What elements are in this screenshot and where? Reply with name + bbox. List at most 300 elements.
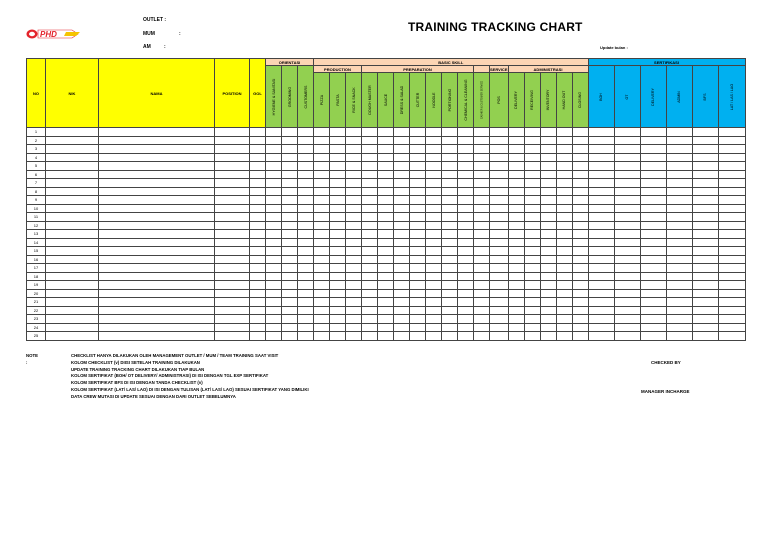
- table-cell[interactable]: [718, 323, 745, 332]
- table-cell[interactable]: [46, 255, 99, 264]
- table-cell[interactable]: [314, 221, 330, 230]
- table-cell[interactable]: [46, 230, 99, 239]
- table-cell[interactable]: [718, 221, 745, 230]
- table-cell[interactable]: [588, 204, 614, 213]
- table-cell[interactable]: [410, 213, 426, 222]
- table-cell[interactable]: [314, 298, 330, 307]
- table-cell[interactable]: [458, 281, 474, 290]
- table-cell[interactable]: [215, 153, 250, 162]
- table-cell[interactable]: [588, 230, 614, 239]
- table-cell[interactable]: [540, 255, 556, 264]
- table-cell[interactable]: [474, 332, 490, 341]
- table-cell[interactable]: [556, 213, 572, 222]
- table-cell[interactable]: [250, 128, 266, 137]
- table-cell[interactable]: [250, 289, 266, 298]
- table-cell[interactable]: [614, 332, 640, 341]
- table-cell[interactable]: [474, 306, 490, 315]
- table-cell[interactable]: [215, 221, 250, 230]
- table-cell[interactable]: [394, 230, 410, 239]
- table-cell[interactable]: [330, 255, 346, 264]
- table-cell[interactable]: [458, 162, 474, 171]
- table-cell[interactable]: [266, 204, 282, 213]
- table-cell[interactable]: [692, 238, 718, 247]
- table-cell[interactable]: [215, 204, 250, 213]
- table-cell[interactable]: [99, 272, 215, 281]
- table-cell[interactable]: [46, 332, 99, 341]
- table-cell[interactable]: [378, 298, 394, 307]
- table-cell[interactable]: [458, 170, 474, 179]
- table-cell[interactable]: [346, 264, 362, 273]
- table-cell[interactable]: [282, 213, 298, 222]
- table-cell[interactable]: [314, 247, 330, 256]
- table-cell[interactable]: [572, 306, 588, 315]
- table-cell[interactable]: [588, 247, 614, 256]
- table-cell[interactable]: [458, 332, 474, 341]
- table-cell[interactable]: [588, 264, 614, 273]
- table-cell[interactable]: [524, 153, 540, 162]
- table-cell[interactable]: [666, 247, 692, 256]
- table-cell[interactable]: [540, 187, 556, 196]
- table-cell[interactable]: [692, 306, 718, 315]
- table-cell[interactable]: [588, 289, 614, 298]
- table-cell[interactable]: [266, 213, 282, 222]
- table-cell[interactable]: [458, 247, 474, 256]
- table-cell[interactable]: [640, 230, 666, 239]
- table-cell[interactable]: [410, 196, 426, 205]
- table-cell[interactable]: [410, 204, 426, 213]
- table-cell[interactable]: [540, 238, 556, 247]
- table-cell[interactable]: [556, 179, 572, 188]
- table-cell[interactable]: [394, 247, 410, 256]
- table-cell[interactable]: [426, 196, 442, 205]
- table-cell[interactable]: [524, 264, 540, 273]
- table-cell[interactable]: [426, 238, 442, 247]
- table-cell[interactable]: [640, 196, 666, 205]
- table-cell[interactable]: [282, 196, 298, 205]
- table-cell[interactable]: [426, 298, 442, 307]
- table-cell[interactable]: [490, 213, 509, 222]
- table-cell[interactable]: [330, 323, 346, 332]
- table-cell[interactable]: [572, 145, 588, 154]
- table-cell[interactable]: [524, 196, 540, 205]
- table-cell[interactable]: [474, 145, 490, 154]
- table-cell[interactable]: [640, 315, 666, 324]
- table-cell[interactable]: [614, 247, 640, 256]
- table-cell[interactable]: [266, 170, 282, 179]
- table-cell[interactable]: [215, 136, 250, 145]
- table-cell[interactable]: [490, 289, 509, 298]
- table-cell[interactable]: [524, 238, 540, 247]
- table-cell[interactable]: [426, 247, 442, 256]
- table-cell[interactable]: [99, 323, 215, 332]
- table-cell[interactable]: [692, 145, 718, 154]
- table-cell[interactable]: [614, 298, 640, 307]
- table-cell[interactable]: [215, 255, 250, 264]
- table-cell[interactable]: [508, 281, 524, 290]
- table-cell[interactable]: [614, 306, 640, 315]
- table-cell[interactable]: [490, 162, 509, 171]
- table-cell[interactable]: [614, 281, 640, 290]
- table-cell[interactable]: [556, 128, 572, 137]
- table-cell[interactable]: [410, 264, 426, 273]
- table-cell[interactable]: [215, 179, 250, 188]
- table-cell[interactable]: [298, 238, 314, 247]
- table-cell[interactable]: [46, 179, 99, 188]
- table-cell[interactable]: [215, 315, 250, 324]
- table-cell[interactable]: [250, 332, 266, 341]
- table-cell[interactable]: [556, 247, 572, 256]
- table-cell[interactable]: [266, 332, 282, 341]
- table-cell[interactable]: [474, 298, 490, 307]
- table-cell[interactable]: [640, 162, 666, 171]
- table-cell[interactable]: [524, 179, 540, 188]
- table-cell[interactable]: [442, 306, 458, 315]
- table-cell[interactable]: [394, 196, 410, 205]
- table-cell[interactable]: [266, 306, 282, 315]
- table-cell[interactable]: [298, 145, 314, 154]
- table-cell[interactable]: [588, 196, 614, 205]
- table-cell[interactable]: [718, 204, 745, 213]
- table-cell[interactable]: [666, 230, 692, 239]
- table-cell[interactable]: [524, 221, 540, 230]
- table-cell[interactable]: [442, 153, 458, 162]
- table-cell[interactable]: [490, 145, 509, 154]
- table-cell[interactable]: [718, 306, 745, 315]
- table-cell[interactable]: [718, 153, 745, 162]
- table-cell[interactable]: [508, 272, 524, 281]
- table-cell[interactable]: [556, 204, 572, 213]
- table-cell[interactable]: [250, 272, 266, 281]
- table-cell[interactable]: [215, 247, 250, 256]
- table-cell[interactable]: [378, 281, 394, 290]
- table-cell[interactable]: [410, 145, 426, 154]
- table-cell[interactable]: [692, 179, 718, 188]
- table-cell[interactable]: [346, 255, 362, 264]
- table-cell[interactable]: [458, 221, 474, 230]
- table-cell[interactable]: [282, 238, 298, 247]
- table-cell[interactable]: [426, 281, 442, 290]
- table-cell[interactable]: [99, 204, 215, 213]
- table-cell[interactable]: [314, 196, 330, 205]
- table-cell[interactable]: [250, 170, 266, 179]
- table-cell[interactable]: [314, 230, 330, 239]
- table-cell[interactable]: [588, 213, 614, 222]
- table-cell[interactable]: [378, 238, 394, 247]
- table-cell[interactable]: [250, 153, 266, 162]
- table-cell[interactable]: [314, 332, 330, 341]
- table-cell[interactable]: [250, 306, 266, 315]
- table-cell[interactable]: [298, 136, 314, 145]
- table-cell[interactable]: [718, 162, 745, 171]
- table-cell[interactable]: [314, 136, 330, 145]
- table-cell[interactable]: [666, 153, 692, 162]
- table-cell[interactable]: [282, 162, 298, 171]
- table-cell[interactable]: [298, 221, 314, 230]
- table-cell[interactable]: [250, 281, 266, 290]
- table-cell[interactable]: [614, 289, 640, 298]
- table-cell[interactable]: [640, 221, 666, 230]
- table-cell[interactable]: [394, 289, 410, 298]
- table-cell[interactable]: [410, 136, 426, 145]
- table-cell[interactable]: [508, 162, 524, 171]
- table-cell[interactable]: [266, 272, 282, 281]
- table-cell[interactable]: [718, 298, 745, 307]
- table-cell[interactable]: [556, 187, 572, 196]
- table-cell[interactable]: [490, 298, 509, 307]
- table-cell[interactable]: [588, 179, 614, 188]
- table-cell[interactable]: [666, 162, 692, 171]
- table-cell[interactable]: [666, 281, 692, 290]
- table-cell[interactable]: [572, 315, 588, 324]
- table-cell[interactable]: [362, 238, 378, 247]
- table-cell[interactable]: [215, 187, 250, 196]
- table-cell[interactable]: [266, 247, 282, 256]
- table-cell[interactable]: [282, 315, 298, 324]
- table-cell[interactable]: [490, 315, 509, 324]
- table-cell[interactable]: [490, 255, 509, 264]
- table-cell[interactable]: [362, 264, 378, 273]
- table-cell[interactable]: [556, 306, 572, 315]
- table-cell[interactable]: [524, 145, 540, 154]
- table-cell[interactable]: [394, 179, 410, 188]
- table-cell[interactable]: [346, 170, 362, 179]
- table-cell[interactable]: [99, 162, 215, 171]
- table-cell[interactable]: [266, 196, 282, 205]
- table-cell[interactable]: [666, 179, 692, 188]
- table-cell[interactable]: [266, 281, 282, 290]
- table-cell[interactable]: [250, 315, 266, 324]
- table-cell[interactable]: [508, 204, 524, 213]
- table-cell[interactable]: [540, 230, 556, 239]
- table-cell[interactable]: [540, 306, 556, 315]
- table-cell[interactable]: [330, 247, 346, 256]
- table-cell[interactable]: [572, 272, 588, 281]
- table-cell[interactable]: [556, 264, 572, 273]
- table-cell[interactable]: [666, 238, 692, 247]
- table-cell[interactable]: [410, 247, 426, 256]
- table-cell[interactable]: [298, 272, 314, 281]
- table-cell[interactable]: [99, 128, 215, 137]
- table-cell[interactable]: [508, 179, 524, 188]
- table-cell[interactable]: [282, 323, 298, 332]
- table-cell[interactable]: [298, 230, 314, 239]
- table-cell[interactable]: [250, 136, 266, 145]
- table-cell[interactable]: [426, 323, 442, 332]
- table-cell[interactable]: [215, 162, 250, 171]
- table-cell[interactable]: [99, 179, 215, 188]
- table-cell[interactable]: [378, 136, 394, 145]
- table-cell[interactable]: [250, 162, 266, 171]
- table-cell[interactable]: [540, 128, 556, 137]
- table-cell[interactable]: [556, 323, 572, 332]
- table-cell[interactable]: [378, 255, 394, 264]
- table-cell[interactable]: [215, 213, 250, 222]
- table-cell[interactable]: [330, 315, 346, 324]
- table-cell[interactable]: [524, 230, 540, 239]
- table-cell[interactable]: [314, 128, 330, 137]
- table-cell[interactable]: [282, 145, 298, 154]
- table-cell[interactable]: [442, 238, 458, 247]
- table-cell[interactable]: [426, 204, 442, 213]
- table-cell[interactable]: [508, 247, 524, 256]
- table-cell[interactable]: [426, 272, 442, 281]
- table-cell[interactable]: [540, 315, 556, 324]
- table-cell[interactable]: [378, 204, 394, 213]
- table-cell[interactable]: [508, 153, 524, 162]
- table-cell[interactable]: [314, 264, 330, 273]
- table-cell[interactable]: [640, 281, 666, 290]
- table-cell[interactable]: [298, 187, 314, 196]
- table-cell[interactable]: [394, 272, 410, 281]
- table-cell[interactable]: [718, 213, 745, 222]
- table-cell[interactable]: [666, 332, 692, 341]
- table-cell[interactable]: [508, 255, 524, 264]
- table-cell[interactable]: [490, 230, 509, 239]
- table-cell[interactable]: [410, 179, 426, 188]
- table-cell[interactable]: [490, 136, 509, 145]
- table-cell[interactable]: [250, 238, 266, 247]
- table-cell[interactable]: [298, 179, 314, 188]
- table-cell[interactable]: [588, 170, 614, 179]
- table-cell[interactable]: [572, 196, 588, 205]
- table-cell[interactable]: [250, 230, 266, 239]
- table-cell[interactable]: [474, 323, 490, 332]
- table-cell[interactable]: [474, 204, 490, 213]
- table-cell[interactable]: [640, 238, 666, 247]
- table-cell[interactable]: [346, 221, 362, 230]
- table-cell[interactable]: [614, 315, 640, 324]
- table-cell[interactable]: [330, 264, 346, 273]
- table-cell[interactable]: [378, 213, 394, 222]
- table-cell[interactable]: [556, 281, 572, 290]
- table-cell[interactable]: [614, 145, 640, 154]
- table-cell[interactable]: [298, 323, 314, 332]
- table-cell[interactable]: [46, 162, 99, 171]
- table-cell[interactable]: [99, 213, 215, 222]
- table-cell[interactable]: [362, 221, 378, 230]
- table-cell[interactable]: [99, 170, 215, 179]
- table-cell[interactable]: [692, 323, 718, 332]
- table-cell[interactable]: [330, 272, 346, 281]
- table-cell[interactable]: [490, 179, 509, 188]
- table-cell[interactable]: [458, 136, 474, 145]
- table-cell[interactable]: [540, 162, 556, 171]
- table-cell[interactable]: [524, 187, 540, 196]
- table-cell[interactable]: [718, 238, 745, 247]
- table-cell[interactable]: [508, 323, 524, 332]
- table-cell[interactable]: [640, 153, 666, 162]
- table-cell[interactable]: [346, 145, 362, 154]
- table-cell[interactable]: [99, 145, 215, 154]
- table-cell[interactable]: [378, 221, 394, 230]
- table-cell[interactable]: [572, 289, 588, 298]
- table-cell[interactable]: [458, 187, 474, 196]
- table-cell[interactable]: [298, 289, 314, 298]
- table-cell[interactable]: [718, 187, 745, 196]
- table-cell[interactable]: [524, 247, 540, 256]
- table-cell[interactable]: [556, 272, 572, 281]
- table-cell[interactable]: [666, 128, 692, 137]
- table-cell[interactable]: [692, 213, 718, 222]
- table-cell[interactable]: [614, 264, 640, 273]
- table-cell[interactable]: [250, 221, 266, 230]
- table-cell[interactable]: [458, 230, 474, 239]
- table-cell[interactable]: [556, 170, 572, 179]
- table-cell[interactable]: [540, 332, 556, 341]
- table-cell[interactable]: [394, 323, 410, 332]
- table-cell[interactable]: [282, 136, 298, 145]
- table-cell[interactable]: [588, 128, 614, 137]
- table-cell[interactable]: [266, 128, 282, 137]
- table-cell[interactable]: [346, 196, 362, 205]
- table-cell[interactable]: [298, 306, 314, 315]
- table-cell[interactable]: [330, 187, 346, 196]
- table-cell[interactable]: [282, 179, 298, 188]
- table-cell[interactable]: [490, 187, 509, 196]
- table-cell[interactable]: [490, 323, 509, 332]
- table-cell[interactable]: [490, 332, 509, 341]
- table-cell[interactable]: [572, 187, 588, 196]
- table-cell[interactable]: [250, 213, 266, 222]
- table-cell[interactable]: [250, 187, 266, 196]
- table-cell[interactable]: [250, 179, 266, 188]
- table-cell[interactable]: [362, 230, 378, 239]
- table-cell[interactable]: [46, 213, 99, 222]
- table-cell[interactable]: [692, 128, 718, 137]
- table-cell[interactable]: [215, 332, 250, 341]
- table-cell[interactable]: [540, 136, 556, 145]
- table-cell[interactable]: [640, 255, 666, 264]
- table-cell[interactable]: [99, 289, 215, 298]
- table-cell[interactable]: [458, 204, 474, 213]
- table-cell[interactable]: [718, 170, 745, 179]
- table-cell[interactable]: [314, 170, 330, 179]
- table-cell[interactable]: [410, 170, 426, 179]
- table-cell[interactable]: [426, 255, 442, 264]
- table-cell[interactable]: [266, 145, 282, 154]
- table-cell[interactable]: [410, 306, 426, 315]
- table-cell[interactable]: [508, 213, 524, 222]
- table-cell[interactable]: [556, 255, 572, 264]
- table-cell[interactable]: [394, 187, 410, 196]
- table-cell[interactable]: [556, 238, 572, 247]
- table-cell[interactable]: [442, 289, 458, 298]
- table-cell[interactable]: [330, 332, 346, 341]
- table-cell[interactable]: [99, 136, 215, 145]
- table-cell[interactable]: [490, 281, 509, 290]
- table-cell[interactable]: [442, 298, 458, 307]
- table-cell[interactable]: [474, 281, 490, 290]
- table-cell[interactable]: [540, 145, 556, 154]
- table-cell[interactable]: [362, 255, 378, 264]
- table-cell[interactable]: [474, 289, 490, 298]
- table-cell[interactable]: [362, 332, 378, 341]
- table-cell[interactable]: [474, 187, 490, 196]
- table-cell[interactable]: [640, 272, 666, 281]
- table-cell[interactable]: [588, 315, 614, 324]
- table-cell[interactable]: [346, 315, 362, 324]
- table-cell[interactable]: [508, 136, 524, 145]
- table-cell[interactable]: [346, 136, 362, 145]
- table-cell[interactable]: [588, 187, 614, 196]
- table-cell[interactable]: [99, 281, 215, 290]
- table-cell[interactable]: [266, 230, 282, 239]
- table-cell[interactable]: [718, 289, 745, 298]
- table-cell[interactable]: [458, 315, 474, 324]
- table-cell[interactable]: [692, 136, 718, 145]
- table-cell[interactable]: [588, 145, 614, 154]
- table-cell[interactable]: [524, 255, 540, 264]
